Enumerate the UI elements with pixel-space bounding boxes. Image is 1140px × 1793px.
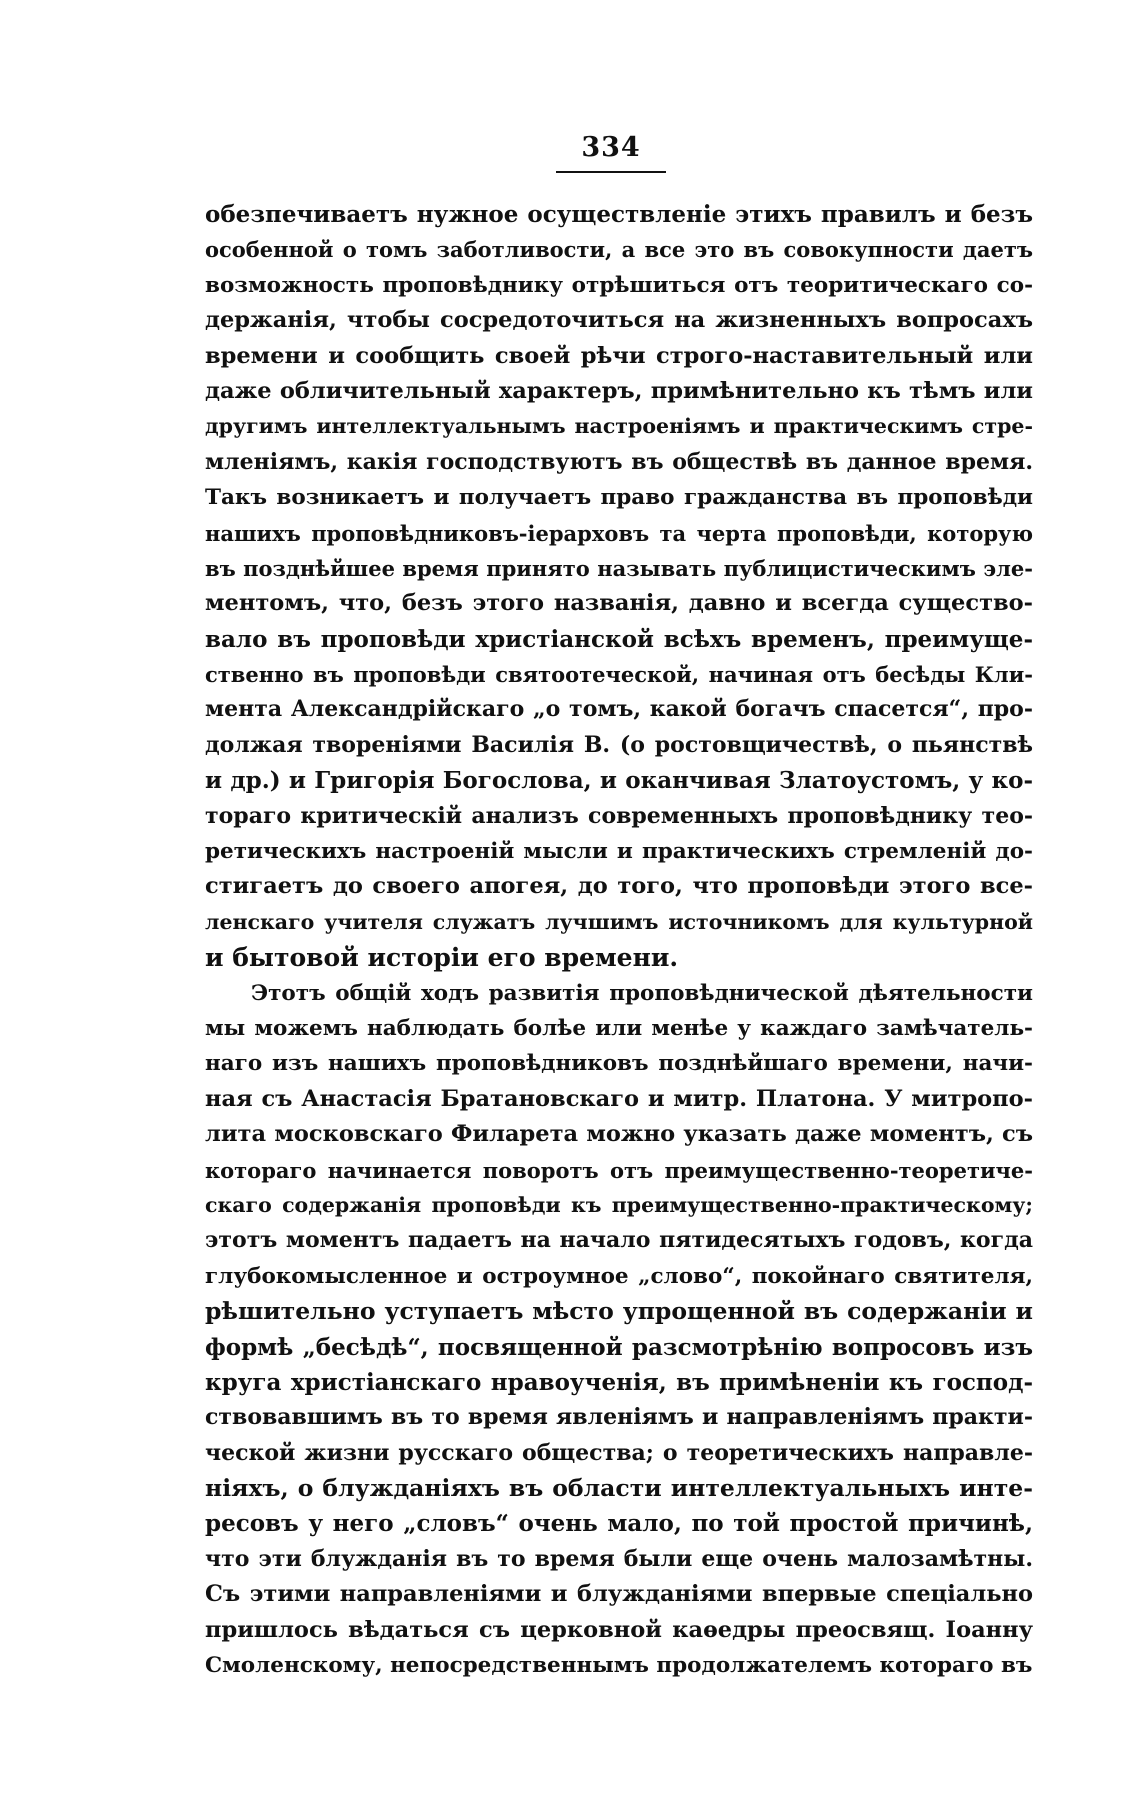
- text-line: ная съ Анастасія Братановскаго и митр. Платона. У митропо-: [205, 1085, 1033, 1112]
- text-line: скаго содержанія проповѣди къ преимущественно-практическому;: [205, 1192, 1033, 1217]
- text-line: держанія, чтобы сосредоточиться на жизненныхъ вопросахъ: [205, 307, 1033, 334]
- text-line: ленскаго учителя служатъ лучшимъ источникомъ для культурной: [205, 909, 1033, 934]
- text-line: времени и сообщить своей рѣчи строго-наставительный или: [205, 342, 1033, 369]
- text-line: нашихъ проповѣдниковъ-іерарховъ та черта проповѣди, которую: [205, 520, 1033, 546]
- text-line: даже обличительный характеръ, примѣнительно къ тѣмъ или: [205, 377, 1033, 404]
- text-line: вало въ проповѣди христіанской всѣхъ временъ, преимуще-: [205, 625, 1033, 653]
- text-line: стигаетъ до своего апогея, до того, что проповѣди этого все-: [205, 873, 1033, 900]
- text-line: обезпечиваетъ нужное осуществленіе этихъ правилъ и безъ: [205, 201, 1033, 228]
- text-line: возможность проповѣднику отрѣшиться отъ теоритическаго со-: [205, 272, 1033, 298]
- text-line: ствовавшимъ въ то время явленіямъ и направленіямъ практи-: [205, 1404, 1033, 1431]
- text-line: круга христіанскаго нравоученія, въ примѣненіи къ господ-: [205, 1368, 1033, 1396]
- text-line: ментомъ, что, безъ этого названія, давно и всегда существо-: [205, 590, 1033, 617]
- paragraph: [205, 976, 1033, 1684]
- text-line: ресовъ у него „словъ“ очень мало, по той простой причинѣ,: [205, 1510, 1033, 1538]
- text-line: глубокомысленное и остроумное „слово“, покойнаго святителя,: [205, 1263, 1033, 1289]
- text-line: въ позднѣйшее время принято называть публицистическимъ эле-: [205, 555, 1033, 581]
- text-line: Такъ возникаетъ и получаетъ право гражданства въ проповѣди: [205, 485, 1033, 511]
- text-line: Съ этими направленіями и блужданіями впервые спеціально: [205, 1581, 1033, 1608]
- text-line: мленіямъ, какія господствуютъ въ обществѣ въ данное время.: [205, 448, 1033, 475]
- text-line: пришлось вѣдаться съ церковной каѳедры преосвящ. Іоанну: [205, 1616, 1033, 1643]
- text-line: Этотъ общій ходъ развитія проповѣднической дѣятельности: [251, 980, 1033, 1006]
- text-line: котораго начинается поворотъ отъ преимущественно-теоретиче-: [205, 1157, 1033, 1183]
- text-line: что эти блужданія въ то время были еще очень малозамѣтны.: [205, 1545, 1033, 1572]
- paragraph: [205, 197, 1033, 976]
- text-line: особенной о томъ заботливости, а все это въ совокупности даетъ: [205, 237, 1033, 263]
- text-line: Смоленскому, непосредственнымъ продолжателемъ котораго въ: [205, 1653, 1033, 1679]
- text-line: другимъ интеллектуальнымъ настроеніямъ и практическимъ стре-: [205, 414, 1033, 439]
- text-line: мента Александрійскаго „о томъ, какой богачъ спасется“, про-: [205, 696, 1033, 723]
- body-text: [205, 197, 1033, 1683]
- text-line: формѣ „бесѣдѣ“, посвященной разсмотрѣнію вопросовъ изъ: [205, 1333, 1033, 1361]
- text-line: тораго критическій анализъ современныхъ проповѣднику тео-: [205, 802, 1033, 829]
- page-number: 334: [581, 132, 641, 163]
- text-line: наго изъ нашихъ проповѣдниковъ позднѣйшаго времени, начи-: [205, 1051, 1033, 1077]
- text-line: ственно въ проповѣди святоотеческой, начиная отъ бесѣды Кли-: [205, 662, 1033, 688]
- text-line: должая твореніями Василія В. (о ростовщичествѣ, о пьянствѣ: [205, 731, 1033, 758]
- text-line: ретическихъ настроеній мысли и практическихъ стремленій до-: [205, 839, 1033, 865]
- text-line: рѣшительно уступаетъ мѣсто упрощенной въ содержаніи и: [205, 1297, 1033, 1326]
- text-line: мы можемъ наблюдать болѣе или менѣе у каждаго замѣчатель-: [205, 1015, 1033, 1041]
- text-line: ніяхъ, о блужданіяхъ въ области интеллектуальныхъ инте-: [205, 1474, 1033, 1503]
- text-line: и бытовой исторіи его времени.: [205, 943, 679, 973]
- text-line: и др.) и Григорія Богослова, и оканчивая Златоустомъ, у ко-: [205, 767, 1033, 795]
- text-line: ческой жизни русскаго общества; о теоретическихъ направле-: [205, 1439, 1033, 1466]
- text-line: лита московскаго Филарета можно указать даже моментъ, съ: [205, 1121, 1033, 1148]
- text-line: этотъ моментъ падаетъ на начало пятидесятыхъ годовъ, когда: [205, 1227, 1033, 1254]
- page-number-rule: [556, 171, 666, 173]
